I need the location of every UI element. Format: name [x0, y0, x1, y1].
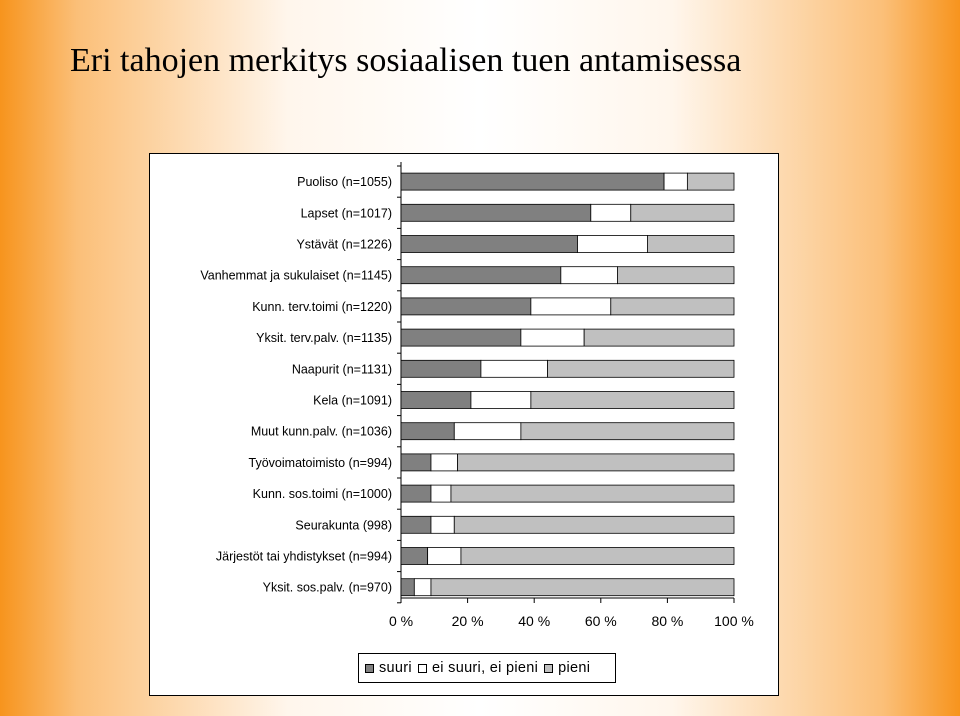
- category-label: Järjestöt tai yhdistykset (n=994): [215, 549, 392, 564]
- x-tick-label: 20 %: [451, 613, 484, 629]
- bar-segment-pieni: [531, 392, 734, 409]
- legend-swatch-pieni: [544, 664, 553, 673]
- bar-segment-ei-suuri-ei-pieni: [561, 267, 618, 284]
- legend-label-suuri: suuri: [379, 660, 412, 676]
- category-label: Kunn. sos.toimi (n=1000): [252, 487, 392, 502]
- bar-segment-suuri: [401, 360, 481, 377]
- chart-frame: [149, 153, 779, 696]
- bar-segment-pieni: [617, 267, 734, 284]
- bar-segment-suuri: [401, 173, 664, 190]
- bar-segment-ei-suuri-ei-pieni: [414, 579, 431, 596]
- bar-segment-pieni: [631, 204, 734, 221]
- bar-segment-suuri: [401, 267, 561, 284]
- bar-segment-pieni: [647, 236, 734, 253]
- chart-legend: [358, 653, 616, 683]
- bar-segment-suuri: [401, 329, 521, 346]
- category-label: Kela (n=1091): [313, 393, 392, 408]
- bar-segment-pieni: [584, 329, 734, 346]
- category-label: Työvoimatoimisto (n=994): [248, 455, 392, 470]
- bar-segment-pieni: [454, 516, 734, 533]
- legend-label-pieni: pieni: [558, 660, 591, 676]
- legend-label-ei-suuri-ei-pieni: ei suuri, ei pieni: [431, 660, 539, 676]
- bar-segment-ei-suuri-ei-pieni: [454, 423, 521, 440]
- category-label: Muut kunn.palv. (n=1036): [250, 424, 392, 439]
- category-label: Puoliso (n=1055): [297, 175, 392, 190]
- category-label: Lapset (n=1017): [300, 206, 392, 221]
- x-tick-label: 80 %: [651, 613, 684, 629]
- category-label: Kunn. terv.toimi (n=1220): [252, 299, 392, 314]
- bar-segment-suuri: [401, 579, 414, 596]
- bar-segment-pieni: [611, 298, 734, 315]
- x-tick-label: 60 %: [584, 613, 617, 629]
- bar-segment-suuri: [401, 236, 577, 253]
- bar-segment-pieni: [451, 485, 734, 502]
- bar-segment-ei-suuri-ei-pieni: [591, 204, 631, 221]
- bar-segment-ei-suuri-ei-pieni: [431, 516, 454, 533]
- bar-segment-ei-suuri-ei-pieni: [531, 298, 611, 315]
- bar-segment-ei-suuri-ei-pieni: [664, 173, 687, 190]
- legend-swatch-suuri: [365, 664, 374, 673]
- bar-segment-suuri: [401, 392, 471, 409]
- bar-segment-pieni: [461, 548, 734, 565]
- category-label: Yksit. terv.palv. (n=1135): [256, 331, 392, 346]
- x-tick-label: 100 %: [714, 613, 754, 629]
- bar-segment-pieni: [458, 454, 734, 471]
- category-label: Ystävät (n=1226): [296, 237, 392, 252]
- bar-segment-suuri: [401, 454, 431, 471]
- bar-segment-suuri: [401, 516, 431, 533]
- stacked-bar-chart: [150, 154, 778, 695]
- category-label: Naapurit (n=1131): [291, 362, 392, 377]
- legend-swatch-ei-suuri-ei-pieni: [418, 664, 427, 673]
- bar-segment-suuri: [401, 423, 454, 440]
- bar-segment-ei-suuri-ei-pieni: [471, 392, 531, 409]
- category-label: Vanhemmat ja sukulaiset (n=1145): [200, 268, 392, 283]
- slide-title: Eri tahojen merkitys sosiaalisen tuen antamisessa: [70, 42, 742, 79]
- bar-segment-suuri: [401, 298, 531, 315]
- bar-segment-suuri: [401, 485, 431, 502]
- bar-segment-pieni: [431, 579, 734, 596]
- x-tick-label: 40 %: [518, 613, 551, 629]
- legend-item-pieni: [544, 660, 590, 676]
- bar-segment-ei-suuri-ei-pieni: [521, 329, 584, 346]
- legend-item-suuri: [365, 660, 412, 676]
- bar-segment-pieni: [521, 423, 734, 440]
- bar-segment-ei-suuri-ei-pieni: [577, 236, 647, 253]
- bar-segment-ei-suuri-ei-pieni: [481, 360, 548, 377]
- bar-segment-pieni: [687, 173, 734, 190]
- bar-segment-ei-suuri-ei-pieni: [431, 485, 451, 502]
- bar-segment-suuri: [401, 548, 428, 565]
- bar-segment-suuri: [401, 204, 591, 221]
- bar-segment-ei-suuri-ei-pieni: [431, 454, 458, 471]
- category-label: Seurakunta (998): [295, 518, 392, 533]
- bar-segment-pieni: [548, 360, 734, 377]
- category-label: Yksit. sos.palv. (n=970): [262, 580, 392, 595]
- x-tick-label: 0 %: [388, 613, 414, 629]
- bar-segment-ei-suuri-ei-pieni: [428, 548, 461, 565]
- legend-item-ei-suuri-ei-pieni: [418, 660, 538, 676]
